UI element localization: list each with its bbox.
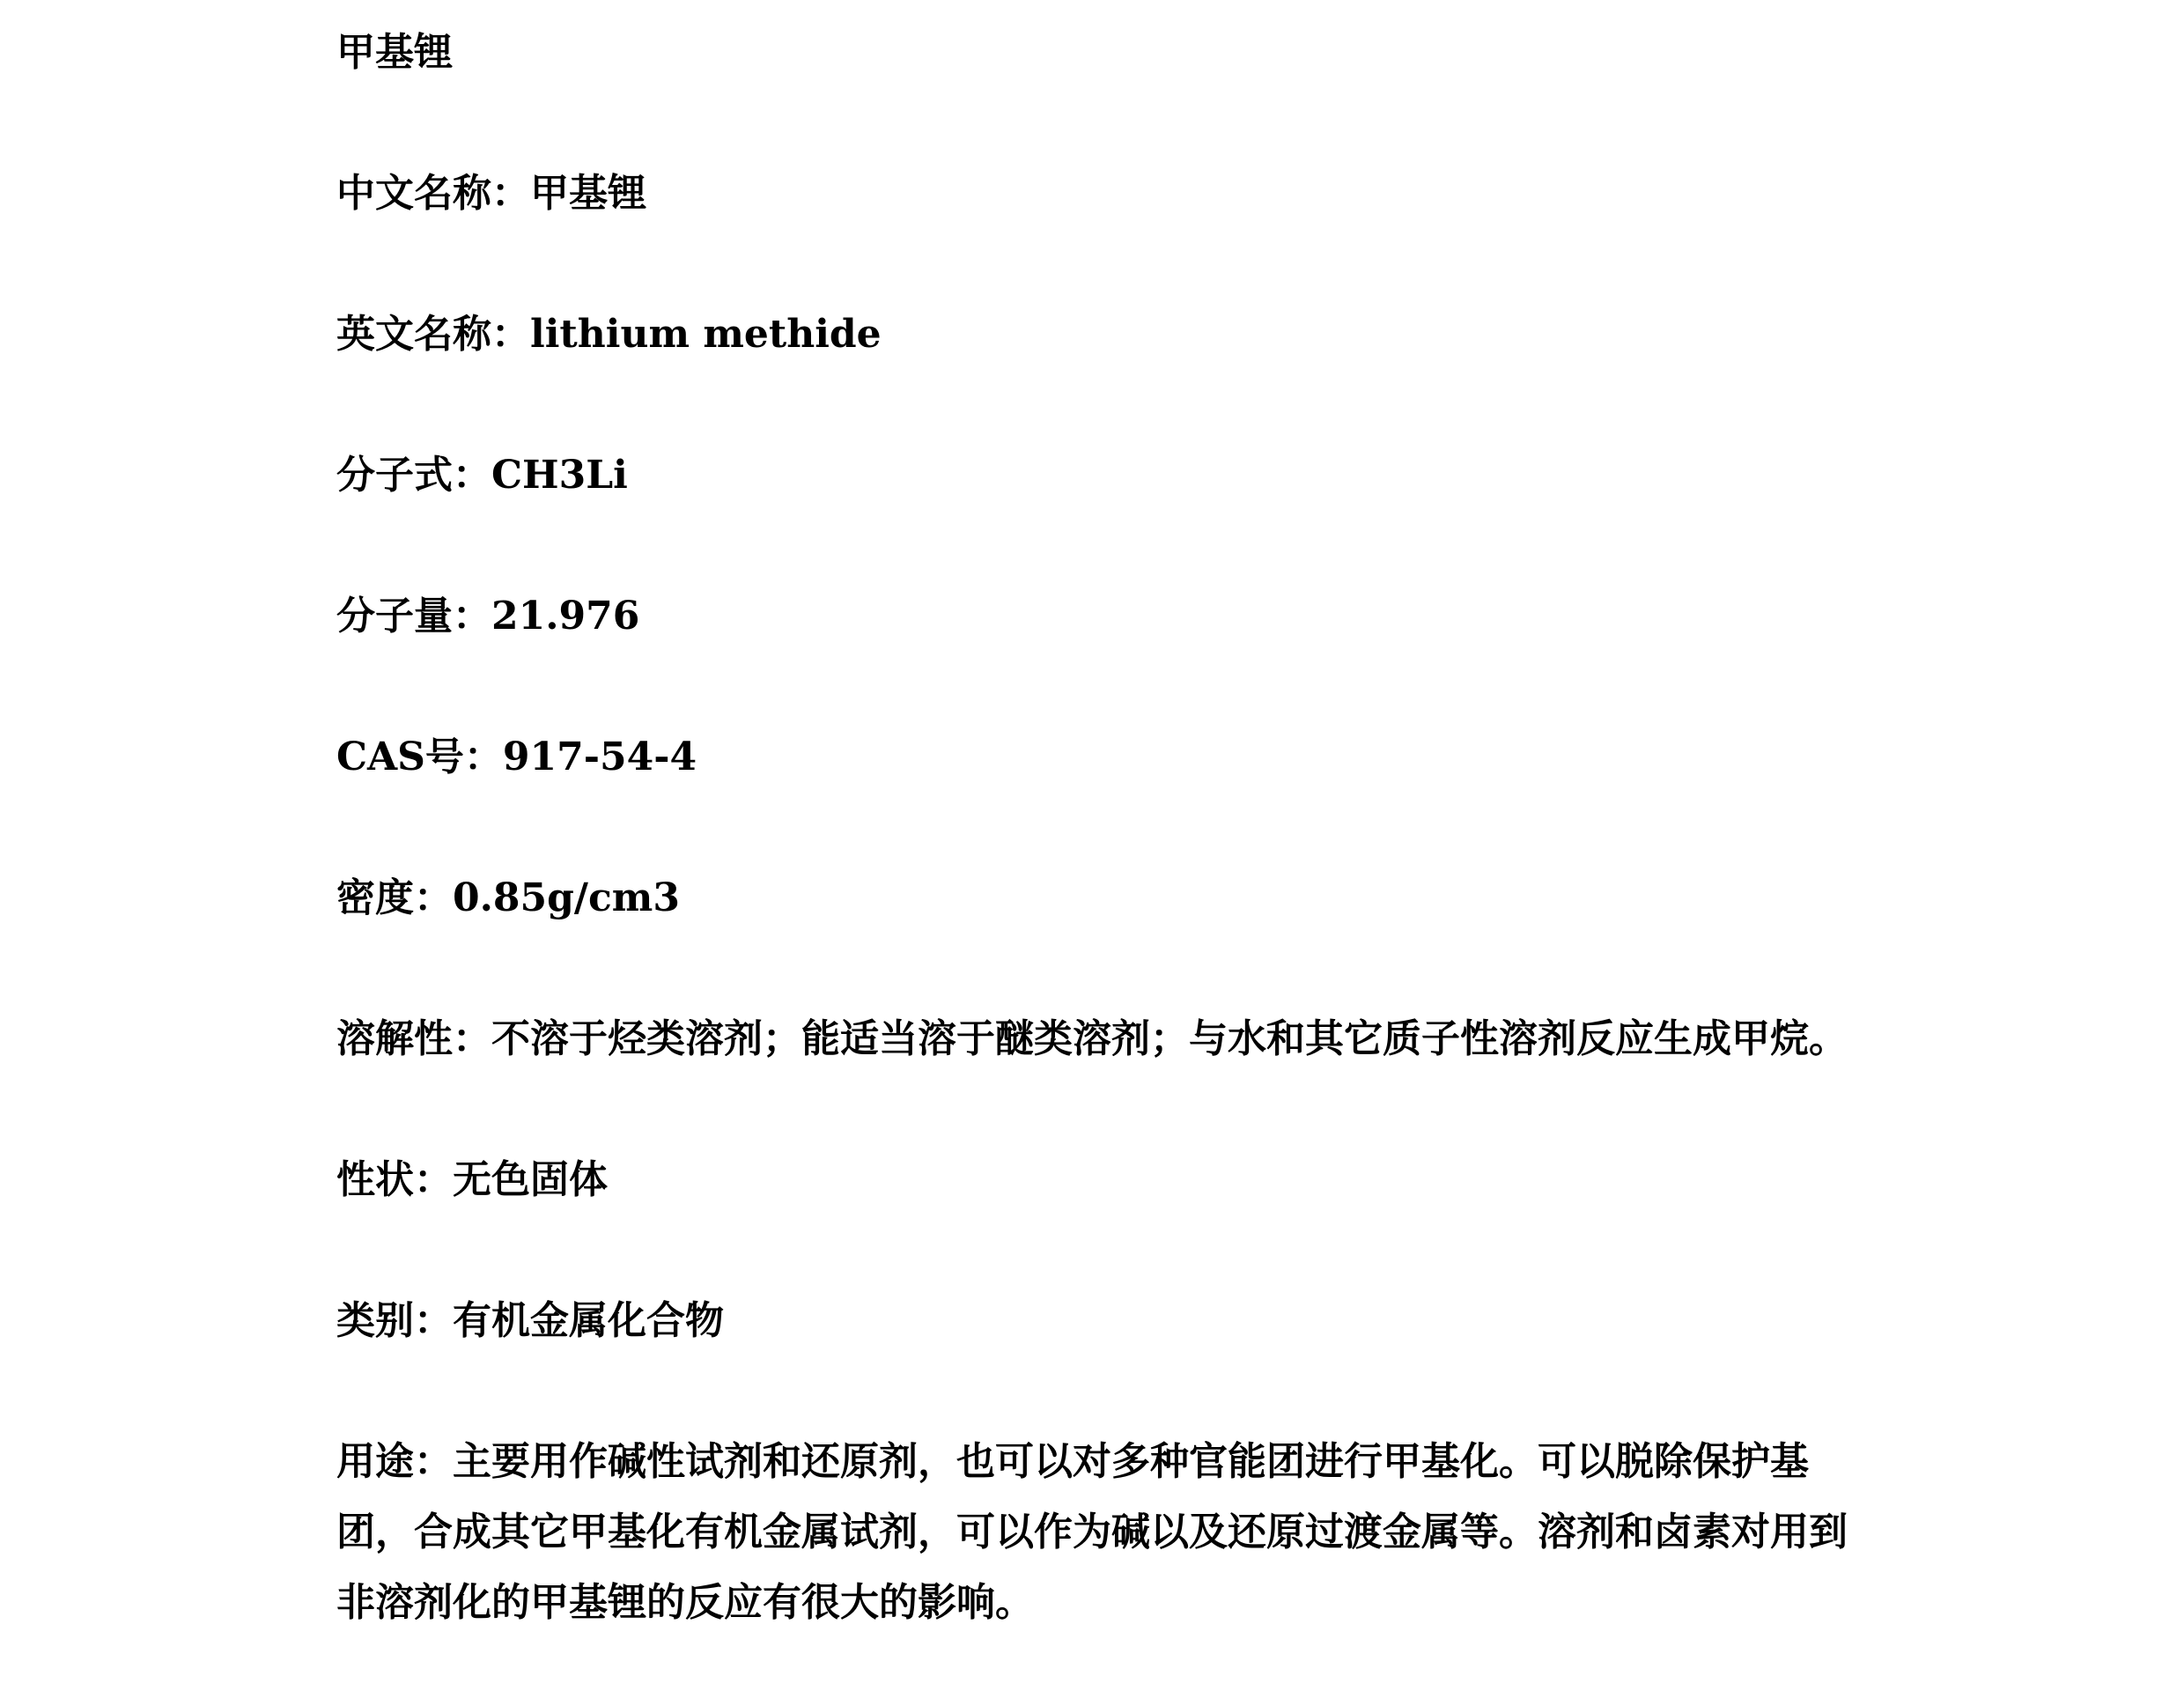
chinese-name-line: 中文名称：甲基锂 <box>336 171 646 216</box>
usage-paragraph: 用途：主要用作碱性试剂和还原剂，也可以对多种官能团进行甲基化。可以脱除保护基团，合成其它甲基化有机金属试剂，可以作为碱以及还原过渡金属等。溶剂和卤素对用到非溶剂化的甲基锂的反应有很大的影响。 <box>336 1439 1848 1625</box>
solubility-paragraph: 溶解性：不溶于烃类溶剂；能适当溶于醚类溶剂；与水和其它质子性溶剂反应生成甲烷。 <box>336 1016 1848 1061</box>
appearance-line: 性状：无色固体 <box>336 1157 608 1202</box>
density-line: 密度：0.85g/cm3 <box>336 875 680 920</box>
category-line: 类别：有机金属化合物 <box>336 1298 724 1343</box>
english-name-line: 英文名称：lithium methide <box>336 312 882 357</box>
document-body <box>336 18 1860 1638</box>
molecular-weight-line: 分子量：21.976 <box>336 594 640 639</box>
molecular-formula-line: 分子式：CH3Li <box>336 453 628 498</box>
cas-number-line: CAS号：917-54-4 <box>336 735 697 779</box>
document-title: 甲基锂 <box>336 30 453 75</box>
